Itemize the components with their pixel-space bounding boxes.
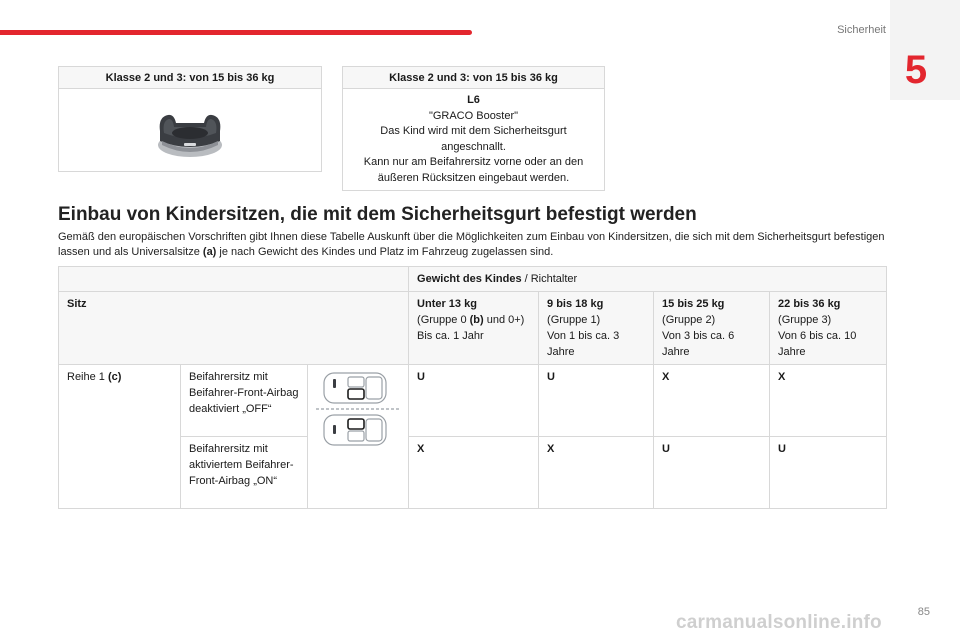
group-footnote-b: (b) — [469, 314, 484, 326]
booster-seat-icon — [154, 103, 226, 161]
group-weight: 15 bis 25 kg — [662, 298, 725, 310]
group-weight: 9 bis 18 kg — [547, 298, 604, 310]
group-header-0 — [409, 292, 539, 365]
rating-cell: U — [409, 365, 539, 437]
weight-header — [409, 267, 887, 292]
table-header-row-2 — [59, 292, 887, 365]
seat-description: Beifahrersitz mit aktiviertem Beifahrer-Front-Airbag „ON“ — [181, 437, 308, 509]
group-label-b: und 0+) — [483, 314, 525, 326]
rating-cell: U — [654, 437, 770, 509]
car-seat-position-diagram-icon — [314, 369, 402, 449]
section-heading: Einbau von Kindersitzen, die mit dem Sicherheitsgurt befestigt werden — [58, 204, 697, 225]
section-label: Sicherheit — [837, 24, 886, 36]
group-header-2 — [654, 292, 770, 365]
weight-header-bold: Gewicht des Kindes — [417, 273, 522, 285]
group-weight: 22 bis 36 kg — [778, 298, 841, 310]
table-row — [59, 437, 887, 509]
group-age: Von 6 bis ca. 10 Jahre — [778, 330, 857, 358]
seat-description: Beifahrersitz mit Beifahrer-Front-Airbag deaktiviert „OFF“ — [181, 365, 308, 437]
intro-footnote-a: (a) — [202, 246, 217, 258]
row-label: Reihe 1 — [67, 371, 108, 383]
group-weight: Unter 13 kg — [417, 298, 477, 310]
rating-cell: X — [770, 365, 887, 437]
group-label-a: (Gruppe 0 — [417, 314, 470, 326]
booster-image-box — [58, 66, 322, 172]
rating-cell: U — [770, 437, 887, 509]
header-empty-cell — [59, 267, 409, 292]
group-age: Von 1 bis ca. 3 Jahre — [547, 330, 620, 358]
booster-info-box — [342, 66, 605, 191]
seat-header: Sitz — [59, 292, 409, 365]
booster-info-body — [343, 89, 604, 186]
intro-text-1: Gemäß den europäischen Vorschriften gibt Ihnen diese Tabelle Auskunft über die Möglichkeiten zum Einbau von Kindersitzen, die sich mit dem Sicherheitsgurt befestigen lassen und als Universalsitze — [58, 231, 885, 258]
booster-info-line-2: Kann nur am Beifahrersitz vorne oder an den äußeren Rücksitzen eingebaut werden. — [363, 156, 584, 184]
rating-cell: X — [409, 437, 539, 509]
section-intro — [58, 230, 888, 260]
booster-code: L6 — [467, 94, 480, 106]
row-footnote-c: (c) — [107, 371, 122, 383]
top-accent-bar — [0, 30, 472, 35]
group-age: Bis ca. 1 Jahr — [417, 330, 484, 342]
intro-text-2: je nach Gewicht des Kindes und Platz im Fahrzeug zugelassen sind. — [216, 246, 554, 258]
diagram-cell — [308, 365, 409, 509]
table-row — [59, 365, 887, 437]
group-label: (Gruppe 2) — [662, 314, 716, 326]
booster-name: "GRACO Booster" — [428, 109, 519, 122]
booster-info-box-title: Klasse 2 und 3: von 15 bis 36 kg — [343, 67, 604, 89]
rating-cell: U — [539, 365, 654, 437]
row-label-cell — [59, 365, 181, 509]
group-header-1 — [539, 292, 654, 365]
child-seat-table — [58, 266, 887, 509]
table-header-row-1 — [59, 267, 887, 292]
group-label: (Gruppe 3) — [778, 314, 832, 326]
weight-header-rest: / Richtalter — [521, 273, 578, 285]
booster-image-box-title: Klasse 2 und 3: von 15 bis 36 kg — [59, 67, 321, 89]
group-header-3 — [770, 292, 887, 365]
page-number: 85 — [917, 606, 930, 618]
watermark: carmanualsonline.info — [676, 612, 882, 633]
booster-info-line-1: Das Kind wird mit dem Sicherheitsgurt angeschnallt. — [380, 125, 567, 153]
rating-cell: X — [539, 437, 654, 509]
group-label — [417, 312, 530, 328]
rating-cell: X — [654, 365, 770, 437]
group-age: Von 3 bis ca. 6 Jahre — [662, 330, 735, 358]
group-label: (Gruppe 1) — [547, 314, 601, 326]
chapter-number: 5 — [904, 48, 928, 92]
